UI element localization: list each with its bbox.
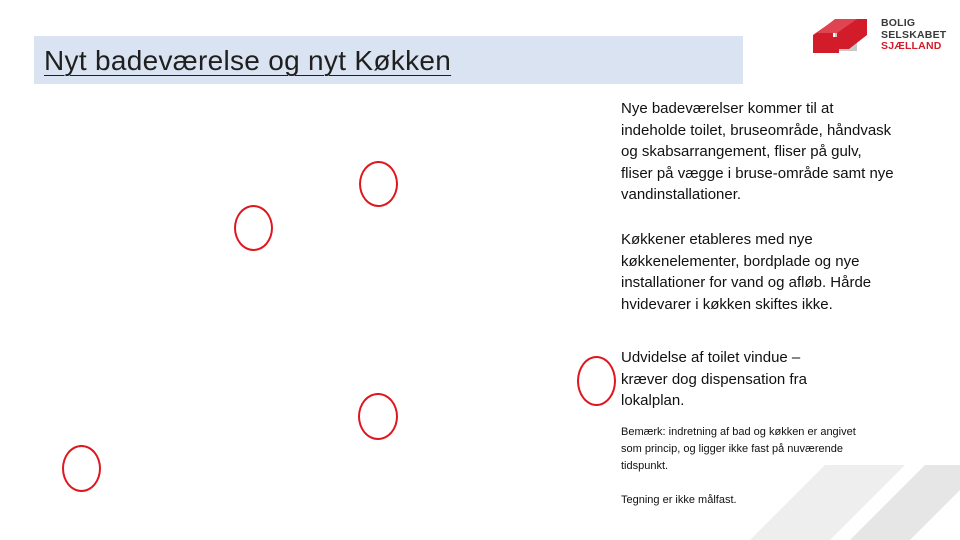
marker-circle — [62, 445, 101, 492]
principle-note: Bemærk: indretning af bad og køkken er angivet som princip, og ligger ikke fast på nuværende tidspunkt. — [621, 426, 856, 472]
marker-circle — [359, 161, 398, 207]
marker-circle — [358, 393, 398, 440]
decorative-stripes — [730, 455, 960, 540]
logo-text: BOLIG SELSKABET SJÆLLAND — [881, 17, 947, 52]
title-bar — [34, 36, 743, 84]
paragraph-window: Udvidelse af toilet vindue – kræver dog dispensation fra lokalplan. — [621, 349, 807, 409]
scale-note: Tegning er ikke målfast. — [621, 494, 737, 506]
marker-circle — [577, 356, 616, 406]
marker-circle — [234, 205, 273, 251]
paragraph-bathroom: Nye badeværelser kommer til at indeholde toilet, bruseområde, håndvask og skabsarrangement, fliser på gulv, fliser på vægge i bruse-område samt nye vandinstallationer. — [621, 100, 894, 203]
house-logo-icon — [813, 15, 875, 57]
slide-title: Nyt badeværelse og nyt Køkken — [44, 45, 452, 76]
company-logo — [813, 15, 948, 57]
paragraph-kitchen: Køkkener etableres med nye køkkenelementer, bordplade og nye installationer for vand og afløb. Hårde hvidevarer i køkken skiftes ikke. — [621, 231, 872, 313]
